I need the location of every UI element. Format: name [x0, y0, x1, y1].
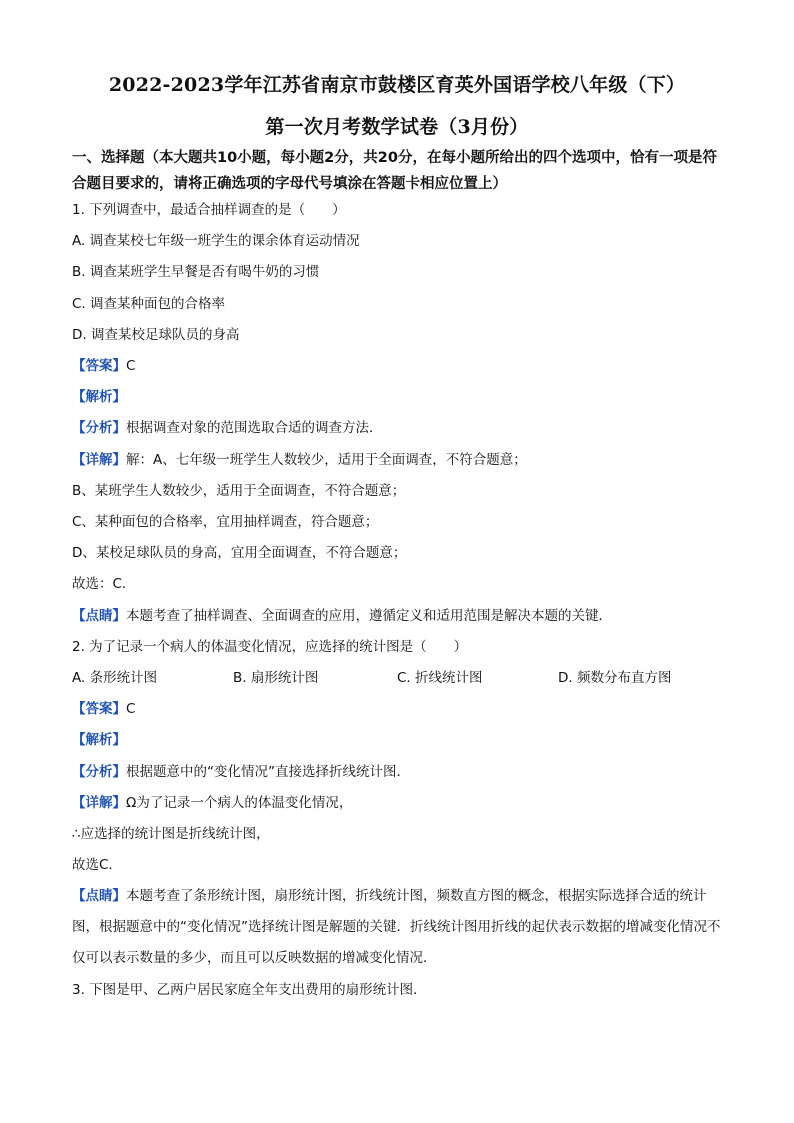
q2-option-d: D. 频数分布直方图 [558, 670, 672, 686]
analysis-tag: 【解析】 [72, 732, 126, 748]
q1-dianjing-text: 本题考查了抽样调查、全面调查的应用，遵循定义和适用范围是解决本题的关键． [126, 608, 612, 624]
q1-stem: 1. 下列调查中，最适合抽样调查的是（ ） [72, 202, 346, 218]
fenxi-tag: 【分析】 [72, 764, 126, 780]
q2-fenxi [72, 762, 410, 782]
q1-answer-value: C [126, 358, 136, 374]
q2-xiangjie-text: Ω为了记录一个病人的体温变化情况， [126, 795, 353, 811]
q1-xiangjie-text: 解：A、七年级一班学生人数较少，适用于全面调查，不符合题意； [126, 452, 527, 468]
q1-fenxi [72, 418, 383, 438]
q2-option-a: A. 条形统计图 [72, 670, 158, 686]
q2-option-b: B. 扇形统计图 [233, 670, 319, 686]
exam-title-line2: 第一次月考数学试卷（3月份） [265, 116, 529, 138]
xiangjie-tag: 【详解】 [72, 795, 126, 811]
q2-fenxi-text: 根据题意中的“变化情况”直接选择折线统计图． [126, 764, 410, 780]
q1-option-a: A. 调查某校七年级一班学生的课余体育运动情况 [72, 233, 360, 249]
dianjing-tag: 【点睛】 [72, 888, 126, 904]
section-heading: 一、选择题（本大题共10小题，每小题2分，共20分，在每小题所给出的四个选项中，恰有一项是符合题目要求的，请将正确选项的字母代号填涂在答题卡相应位置上） [72, 150, 717, 192]
xiangjie-tag: 【详解】 [72, 452, 126, 468]
q1-analysis-heading [72, 387, 126, 407]
q2-answer-value: C [126, 701, 136, 717]
analysis-tag: 【解析】 [72, 389, 126, 405]
q1-option-d: D. 调查某校足球队员的身高 [72, 327, 240, 343]
q1-conclusion: 故选：C． [72, 576, 136, 592]
q1-option-c: C. 调查某种面包的合格率 [72, 296, 226, 312]
q1-dianjing [72, 606, 612, 626]
q2-xiangjie [72, 793, 352, 813]
dianjing-tag: 【点睛】 [72, 608, 126, 624]
q1-detail-d: D、某校足球队员的身高，宜用全面调查，不符合题意； [72, 545, 407, 561]
q2-stem: 2. 为了记录一个病人的体温变化情况，应选择的统计图是（ ） [72, 639, 468, 655]
q2-analysis-heading [72, 730, 126, 750]
q3-stem: 3. 下图是甲、乙两户居民家庭全年支出费用的扇形统计图． [72, 982, 427, 998]
exam-title-line1: 2022-2023学年江苏省南京市鼓楼区育英外国语学校八年级（下） [108, 74, 686, 96]
q2-dianjing-text: 本题考查了条形统计图，扇形统计图，折线统计图，频数直方图的概念，根据实际选择合适的统计图，根据题意中的“变化情况”选择统计图是解题的关键．折线统计图用折线的起伏表示数据的增减变化情况不仅可以表示数量的多少，而且可以反映数据的增减变化情况． [72, 888, 721, 966]
q1-detail-b: B、某班学生人数较少，适用于全面调查，不符合题意； [72, 483, 406, 499]
answer-tag: 【答案】 [72, 358, 126, 374]
q1-option-b: B. 调查某班学生早餐是否有喝牛奶的习惯 [72, 264, 320, 280]
q1-answer [72, 356, 135, 376]
q1-fenxi-text: 根据调查对象的范围选取合适的调查方法． [126, 420, 383, 436]
q2-option-c: C. 折线统计图 [397, 670, 483, 686]
q2-therefore: ∴应选择的统计图是折线统计图， [72, 826, 270, 842]
fenxi-tag: 【分析】 [72, 420, 126, 436]
answer-tag: 【答案】 [72, 701, 126, 717]
q2-dianjing [72, 881, 722, 974]
q1-detail-c: C、某种面包的合格率，宜用抽样调查，符合题意； [72, 514, 379, 530]
q1-xiangjie [72, 450, 527, 470]
q2-answer [72, 699, 135, 719]
q2-conclusion: 故选C． [72, 857, 122, 873]
